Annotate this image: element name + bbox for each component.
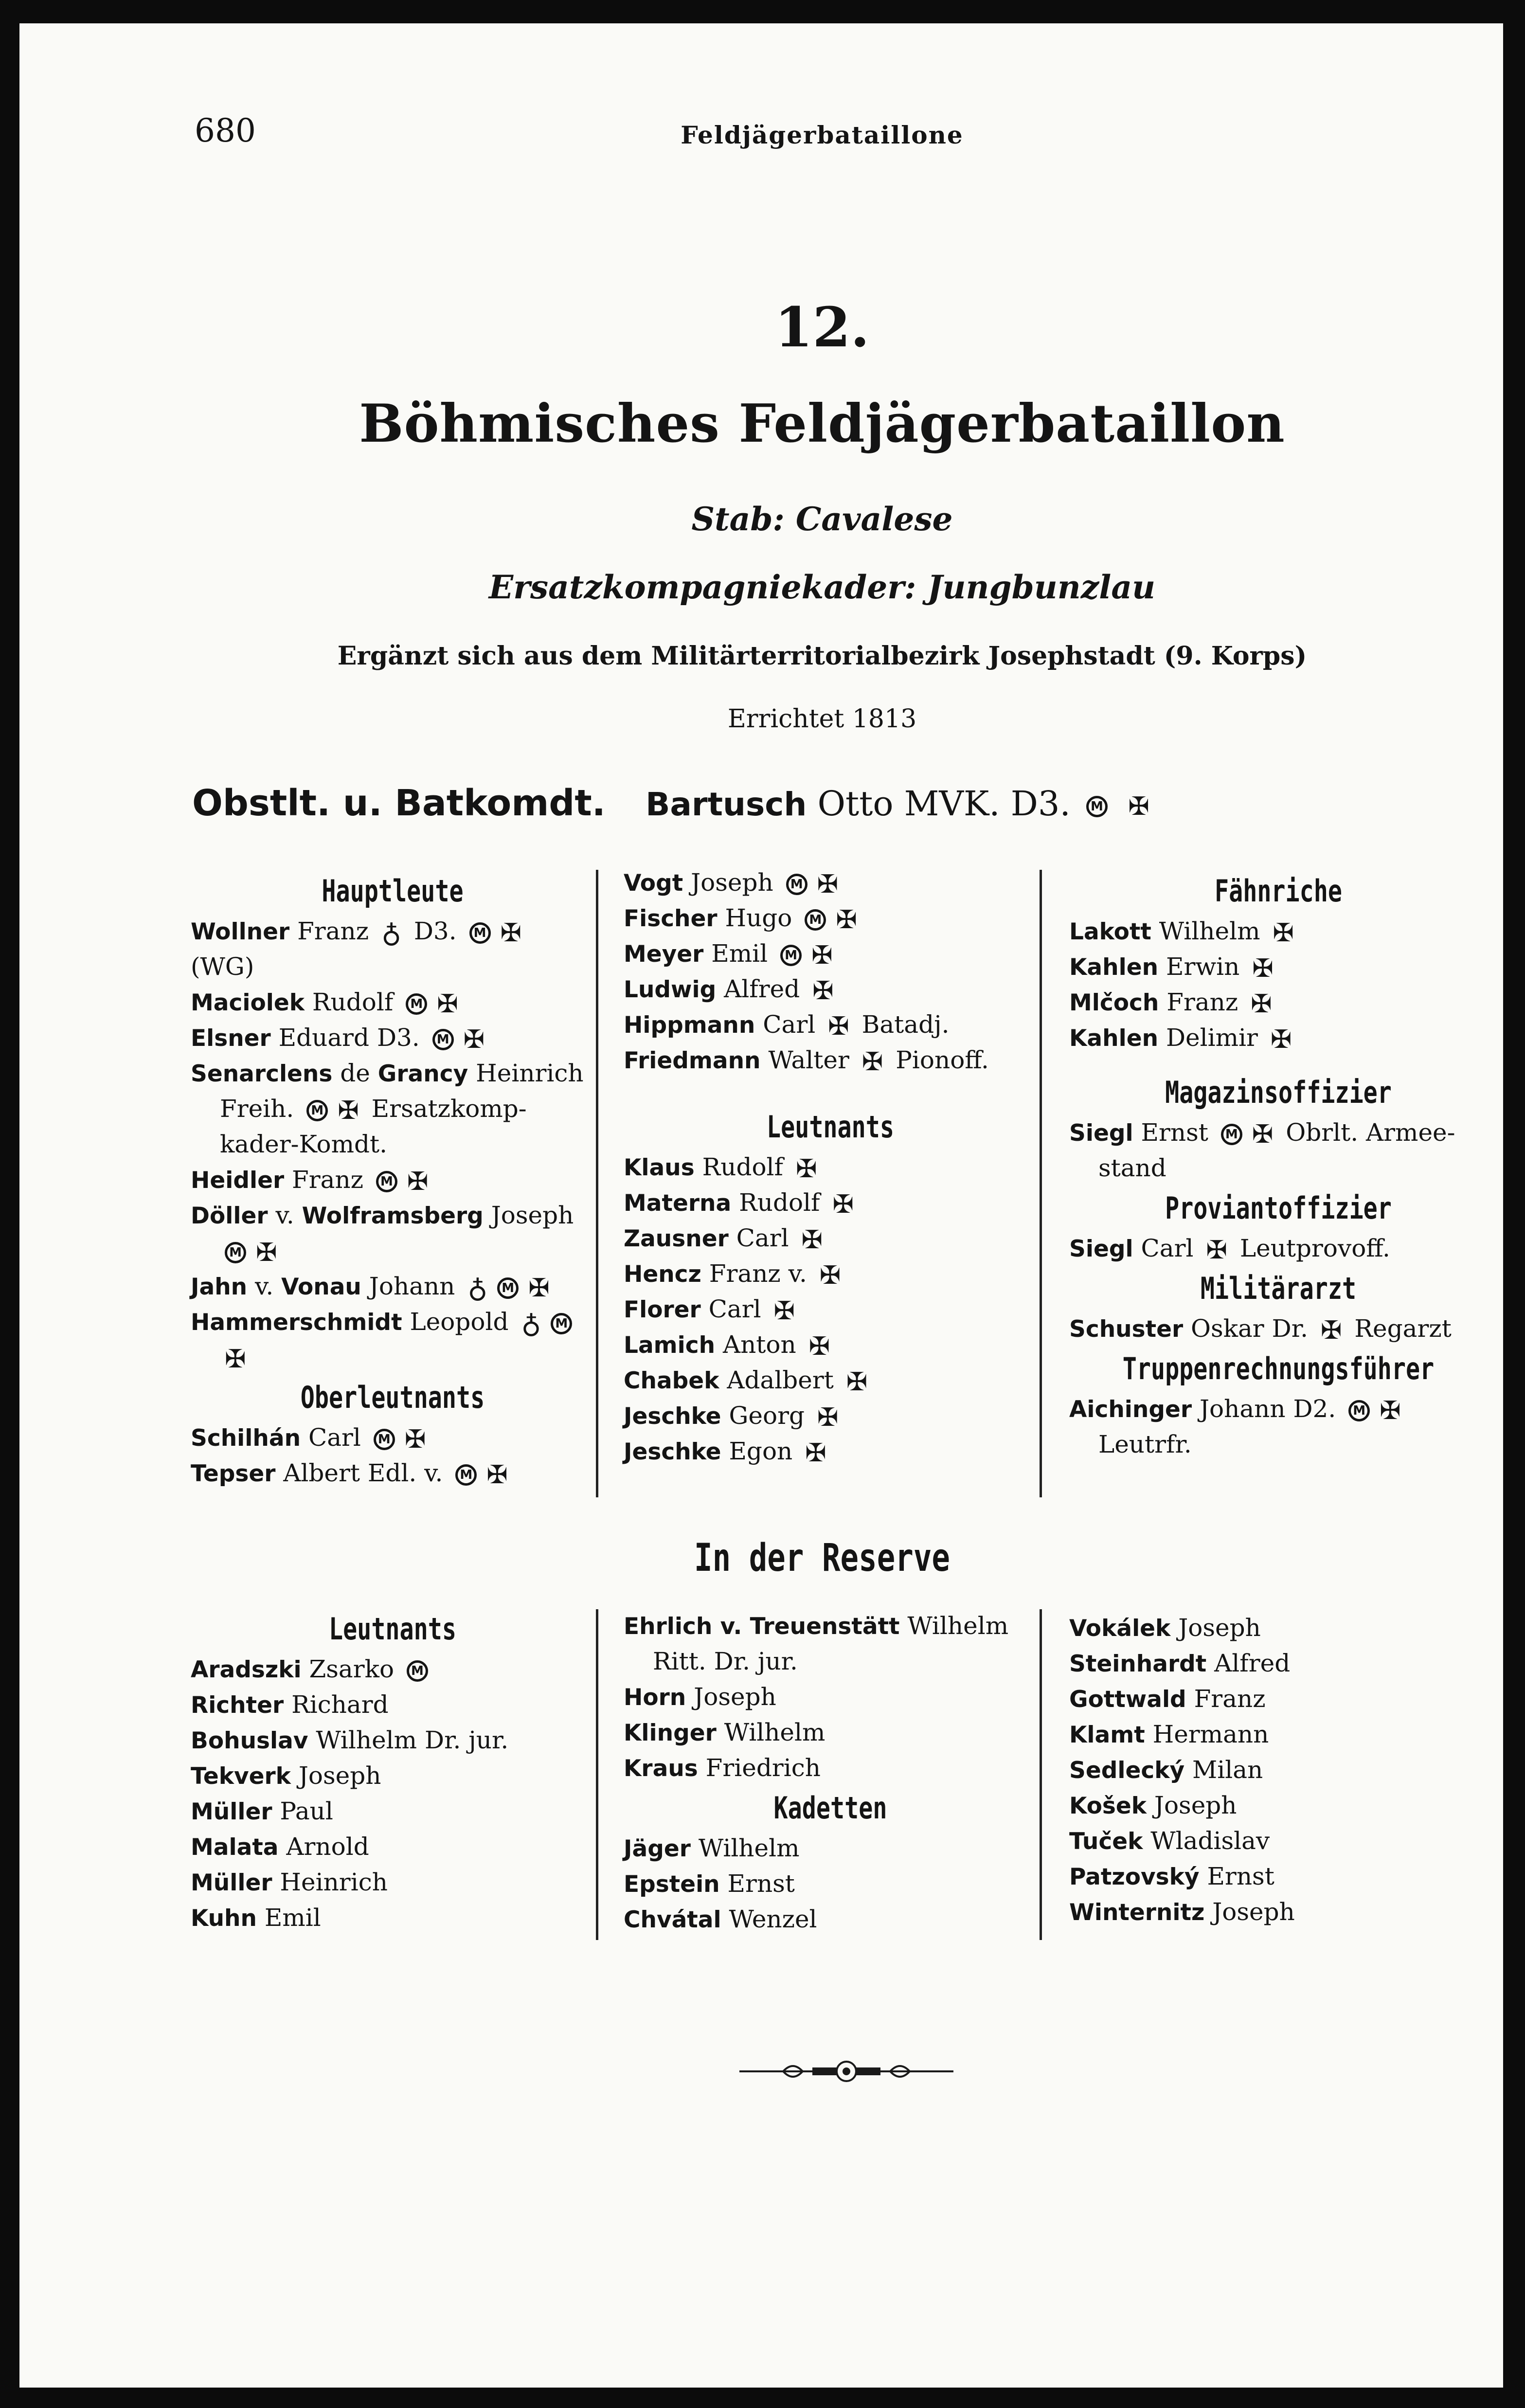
cross-icon: ✠ — [808, 1332, 830, 1361]
commander-d3: D3. — [1010, 784, 1071, 824]
cross-icon: ✠ — [805, 1438, 826, 1468]
military-merit-medal-icon: M — [1348, 1400, 1370, 1421]
commander-rank: Obstlt. u. Batkomdt. — [192, 782, 606, 824]
cross-icon: ✠ — [773, 1296, 795, 1326]
list-item: (WG) — [191, 952, 254, 981]
list-item: Heidler Franz M ✠ — [191, 1166, 429, 1196]
military-merit-medal-icon: M — [805, 909, 826, 931]
commander-decor: MVK. — [904, 784, 1000, 824]
column-2 — [624, 865, 1037, 1469]
list-item: Hippmann Carl ✠ Batadj. — [624, 1010, 950, 1041]
commander-surname: Bartusch — [646, 786, 807, 823]
cross-icon: ✠ — [811, 941, 833, 970]
list-item: Tuček Wladislav — [1069, 1827, 1270, 1855]
list-item: Hammerschmidt Leopold ♁ M — [191, 1304, 594, 1340]
military-merit-medal-icon: M — [225, 1242, 246, 1263]
cross-icon: ✠ — [817, 870, 839, 899]
military-merit-medal-icon: M — [786, 874, 807, 895]
page-title: Böhmisches Feldjägerbataillon — [359, 393, 1285, 454]
cross-icon: ✠ — [1251, 989, 1272, 1019]
ersatz-line: Ersatzkompagniekader: Jungbunzlau — [488, 568, 1156, 606]
list-item: Schuster Oskar Dr. ✠ Regarzt — [1069, 1314, 1452, 1345]
list-item-continued — [191, 1340, 594, 1375]
cross-icon: ✠ — [528, 1274, 550, 1303]
military-merit-medal-icon: M — [406, 993, 427, 1015]
cross-icon: ✠ — [1252, 954, 1274, 983]
list-item: Vokálek Joseph — [1069, 1614, 1261, 1642]
list-item: Lamich Anton ✠ — [624, 1330, 830, 1361]
cross-icon: ✠ — [795, 1154, 817, 1184]
list-item: Steinhardt Alfred — [1069, 1649, 1291, 1677]
heading-reserve: In der Reserve — [694, 1536, 950, 1580]
column-divider — [596, 870, 598, 1497]
list-item: Klamt Hermann — [1069, 1720, 1269, 1748]
list-item: Maciolek Rudolf M ✠ — [191, 988, 458, 1019]
military-merit-medal-icon: M — [497, 1277, 519, 1299]
cross-icon: ✠ — [1252, 1120, 1274, 1149]
list-item: Ehrlich v. Treuenstätt Wilhelm — [624, 1612, 1009, 1640]
list-item: Kuhn Emil — [191, 1904, 321, 1932]
cross-icon: ✠ — [861, 1047, 883, 1077]
list-item: Jäger Wilhelm — [624, 1834, 800, 1862]
list-item: Müller Heinrich — [191, 1868, 388, 1896]
military-merit-medal-icon: M — [551, 1313, 572, 1334]
cross-icon: ✠ — [819, 1261, 841, 1290]
reserve-column-2 — [624, 1608, 1037, 1937]
military-merit-medal-icon: M — [455, 1464, 477, 1486]
list-item: Döller v. Wolframsberg Joseph — [191, 1201, 574, 1229]
heading-magazinsoffizier: Magazinsoffizier — [1165, 1075, 1392, 1110]
cross-icon: ✠ — [1320, 1316, 1342, 1345]
cross-icon: ✠ — [801, 1225, 823, 1255]
cross-icon: ✠ — [1270, 1025, 1292, 1054]
cross-icon: ✠ — [407, 1167, 429, 1196]
commander-given: Otto — [817, 784, 894, 824]
ornament-divider-icon — [739, 2057, 953, 2086]
list-item: Florer Carl ✠ — [624, 1295, 795, 1326]
list-item: Tepser Albert Edl. v. M ✠ — [191, 1459, 508, 1490]
column-divider — [1040, 1609, 1042, 1940]
page-number: 680 — [195, 112, 256, 149]
cross-icon: ✠ — [338, 1096, 359, 1125]
book-page — [19, 23, 1503, 2388]
military-merit-medal-icon: M — [432, 1029, 454, 1050]
list-item: Klaus Rudolf ✠ — [624, 1153, 817, 1184]
cross-icon: ✠ — [812, 976, 834, 1006]
heading-kadetten: Kadetten — [773, 1790, 887, 1826]
cross-icon: ✠ — [256, 1238, 277, 1267]
cross-icon: ✠ — [832, 1190, 854, 1219]
list-item-continued: stand — [1098, 1154, 1166, 1182]
military-merit-medal-icon: M — [1086, 796, 1108, 817]
cross-icon: ✠ — [1273, 918, 1294, 948]
cross-icon: ✠ — [1128, 792, 1149, 821]
heading-militaerarzt: Militärarzt — [1200, 1271, 1357, 1306]
medal-icon: ♁ — [521, 1308, 541, 1340]
military-merit-medal-icon: M — [469, 922, 491, 944]
list-item: Elsner Eduard D3. M ✠ — [191, 1024, 485, 1054]
list-item: Tekverk Joseph — [191, 1761, 381, 1790]
list-item: Materna Rudolf ✠ — [624, 1188, 854, 1219]
cross-icon: ✠ — [1380, 1396, 1401, 1425]
military-merit-medal-icon: M — [407, 1660, 428, 1682]
medal-icon: ♁ — [467, 1272, 488, 1304]
medal-icon: ♁ — [381, 917, 401, 949]
list-item: Aichinger Johann D2. M ✠ — [1069, 1395, 1401, 1425]
list-item-continued: Ritt. Dr. jur. — [653, 1647, 798, 1675]
list-item: Gottwald Franz — [1069, 1685, 1266, 1713]
heading-hauptleute: Hauptleute — [322, 873, 464, 909]
cross-icon: ✠ — [486, 1460, 508, 1490]
errichtet-line: Errichtet 1813 — [727, 704, 917, 734]
list-item: Jeschke Egon ✠ — [624, 1437, 826, 1468]
list-item: Jahn v. Vonau Johann ♁ M ✠ — [191, 1269, 594, 1304]
cross-icon: ✠ — [1206, 1236, 1227, 1265]
list-item: Aradszki Zsarko M — [191, 1652, 594, 1687]
commander-line — [192, 782, 1154, 824]
military-merit-medal-icon: M — [1221, 1124, 1242, 1145]
list-item: Košek Joseph — [1069, 1791, 1237, 1819]
list-item-continued — [191, 1233, 594, 1269]
list-item: Jeschke Georg ✠ — [624, 1402, 839, 1432]
list-item: Kahlen Delimir ✠ — [1069, 1024, 1292, 1054]
list-item: Senarclens de Grancy Heinrich — [191, 1059, 584, 1087]
list-item: Winternitz Joseph — [1069, 1898, 1295, 1926]
list-item: Sedlecký Milan — [1069, 1756, 1263, 1784]
list-item: Epstein Ernst — [624, 1869, 795, 1898]
list-item-continued: kader-Komdt. — [220, 1130, 388, 1158]
list-item: Hencz Franz v. ✠ — [624, 1259, 841, 1290]
heading-proviantoffizier: Proviantoffizier — [1165, 1190, 1392, 1226]
heading-faehnriche: Fähnriche — [1214, 873, 1343, 909]
reserve-column-3 — [1069, 1610, 1488, 1930]
list-item-continued: Freih. M ✠ Ersatzkomp- — [220, 1095, 527, 1125]
ergaenzt-line: Ergänzt sich aus dem Militärterritorialbezirk Josephstadt (9. Korps) — [337, 641, 1307, 671]
list-item: Müller Paul — [191, 1797, 333, 1825]
list-item: Horn Joseph — [624, 1683, 776, 1711]
cross-icon: ✠ — [463, 1025, 485, 1054]
military-merit-medal-icon: M — [780, 945, 802, 966]
list-item: Richter Richard — [191, 1690, 389, 1719]
cross-icon: ✠ — [500, 918, 522, 948]
military-merit-medal-icon: M — [374, 1429, 395, 1450]
heading-reserve-leutnants: Leutnants — [328, 1611, 457, 1647]
list-item: Malata Arnold — [191, 1833, 369, 1861]
list-item: Kraus Friedrich — [624, 1754, 821, 1782]
heading-leutnants: Leutnants — [766, 1109, 895, 1145]
list-item: Zausner Carl ✠ — [624, 1224, 823, 1255]
list-item: Patzovský Ernst — [1069, 1862, 1274, 1890]
section-number: 12. — [774, 296, 870, 359]
cross-icon: ✠ — [828, 1012, 849, 1041]
list-item: Wollner Franz ♁ D3. M ✠ — [191, 914, 594, 949]
list-item: Meyer Emil M ✠ — [624, 939, 833, 970]
list-item: Vogt Joseph M ✠ — [624, 868, 839, 899]
list-item: Ludwig Alfred ✠ — [624, 975, 834, 1006]
list-item: Chabek Adalbert ✠ — [624, 1366, 868, 1397]
military-merit-medal-icon: M — [306, 1100, 328, 1121]
cross-icon: ✠ — [836, 905, 857, 934]
heading-oberleutnants: Oberleutnants — [300, 1380, 485, 1415]
list-item: Bohuslav Wilhelm Dr. jur. — [191, 1726, 509, 1754]
reserve-column-1 — [191, 1607, 594, 1936]
column-divider — [596, 1609, 598, 1940]
cross-icon: ✠ — [437, 989, 458, 1019]
list-item: Siegl Carl ✠ Leutprovoff. — [1069, 1234, 1390, 1265]
list-item: Lakott Wilhelm ✠ — [1069, 917, 1294, 948]
list-item: Fischer Hugo M ✠ — [624, 904, 857, 934]
list-item: Klinger Wilhelm — [624, 1718, 825, 1746]
cross-icon: ✠ — [846, 1367, 868, 1397]
list-item: Schilhán Carl M ✠ — [191, 1423, 426, 1454]
list-item: Kahlen Erwin ✠ — [1069, 952, 1274, 983]
stab-line: Stab: Cavalese — [691, 500, 953, 538]
military-merit-medal-icon: M — [376, 1171, 397, 1192]
list-item: Siegl Ernst M ✠ Obrlt. Armee- — [1069, 1118, 1455, 1149]
heading-truppenrechnungsfuehrer: Truppenrechnungsführer — [1122, 1351, 1435, 1386]
cross-icon: ✠ — [404, 1425, 426, 1454]
list-item: Mlčoch Franz ✠ — [1069, 988, 1272, 1019]
running-head: Feldjägerbataillone — [681, 121, 964, 149]
column-3 — [1069, 869, 1488, 1462]
cross-icon: ✠ — [817, 1403, 839, 1432]
list-item-continued: Leutrfr. — [1098, 1430, 1192, 1458]
list-item: Chvátal Wenzel — [624, 1905, 817, 1933]
list-item: Friedmann Walter ✠ Pionoff. — [624, 1046, 989, 1077]
column-divider — [1040, 870, 1042, 1497]
column-1 — [191, 869, 594, 1491]
cross-icon: ✠ — [225, 1345, 246, 1374]
